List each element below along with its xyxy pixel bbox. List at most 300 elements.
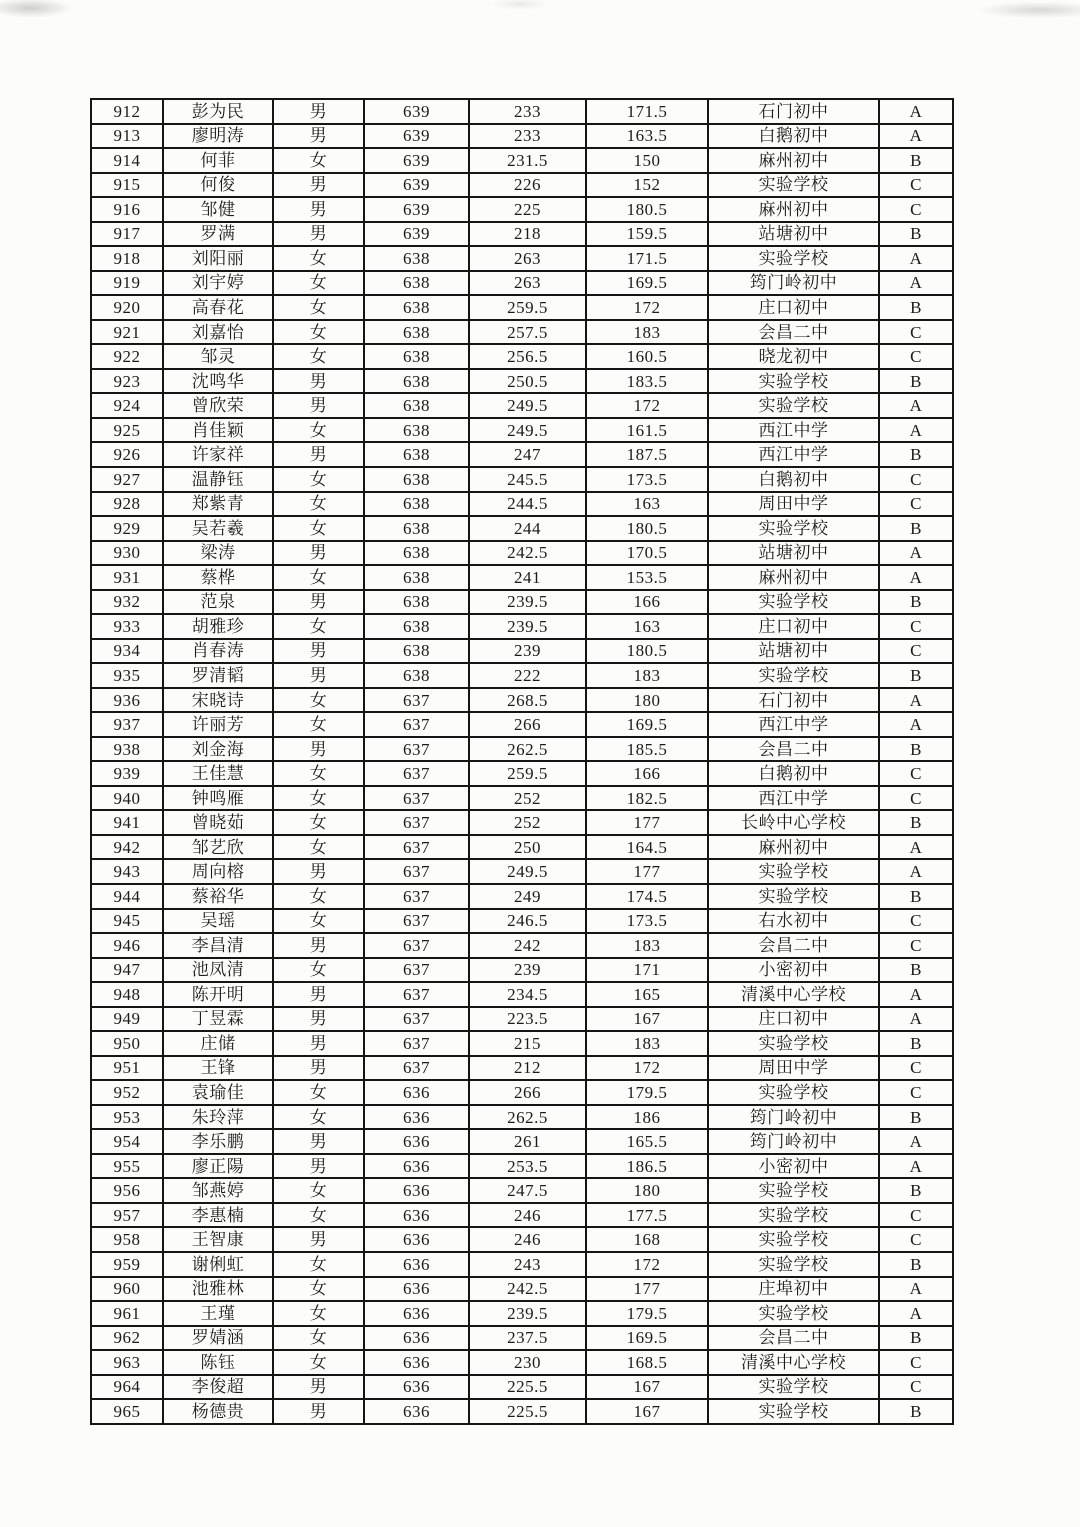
cell-grade: A	[879, 688, 953, 713]
cell-name: 温静钰	[163, 467, 273, 492]
cell-grade: B	[879, 222, 953, 247]
cell-rank: 933	[91, 614, 163, 639]
cell-score3: 167	[586, 1375, 708, 1400]
cell-grade: A	[879, 1154, 953, 1179]
cell-gender: 女	[273, 516, 364, 541]
cell-school: 实验学校	[708, 1178, 879, 1203]
cell-score2: 237.5	[469, 1326, 586, 1351]
cell-grade: B	[879, 958, 953, 983]
cell-school: 周田中学	[708, 1056, 879, 1081]
cell-name: 邹灵	[163, 344, 273, 369]
table-row	[91, 99, 953, 124]
table-row	[91, 786, 953, 811]
cell-score1: 639	[364, 173, 469, 198]
cell-score2: 268.5	[469, 688, 586, 713]
cell-score2: 243	[469, 1252, 586, 1277]
cell-grade: B	[879, 1399, 953, 1424]
cell-rank: 955	[91, 1154, 163, 1179]
table-row	[91, 614, 953, 639]
cell-score3: 171.5	[586, 99, 708, 124]
cell-school: 筠门岭初中	[708, 1129, 879, 1154]
cell-school: 庄口初中	[708, 1007, 879, 1032]
cell-score1: 638	[364, 541, 469, 566]
cell-name: 刘嘉怡	[163, 320, 273, 345]
cell-score1: 638	[364, 271, 469, 296]
cell-score3: 179.5	[586, 1301, 708, 1326]
cell-grade: C	[879, 173, 953, 198]
cell-rank: 940	[91, 786, 163, 811]
cell-score1: 639	[364, 148, 469, 173]
cell-grade: A	[879, 124, 953, 149]
cell-score1: 637	[364, 909, 469, 934]
cell-name: 沈鸣华	[163, 369, 273, 394]
cell-name: 王佳慧	[163, 761, 273, 786]
cell-name: 吴若羲	[163, 516, 273, 541]
cell-name: 李乐鹏	[163, 1129, 273, 1154]
cell-score3: 170.5	[586, 541, 708, 566]
cell-score1: 638	[364, 565, 469, 590]
cell-school: 西江中学	[708, 712, 879, 737]
cell-score3: 168.5	[586, 1350, 708, 1375]
cell-school: 晓龙初中	[708, 344, 879, 369]
cell-score3: 172	[586, 1252, 708, 1277]
cell-name: 李惠楠	[163, 1203, 273, 1228]
cell-gender: 女	[273, 1277, 364, 1302]
cell-score3: 180.5	[586, 197, 708, 222]
table-row	[91, 173, 953, 198]
cell-score3: 163	[586, 614, 708, 639]
cell-score2: 256.5	[469, 344, 586, 369]
cell-name: 刘金海	[163, 737, 273, 762]
cell-score2: 234.5	[469, 982, 586, 1007]
cell-grade: A	[879, 541, 953, 566]
cell-grade: A	[879, 982, 953, 1007]
cell-gender: 女	[273, 712, 364, 737]
cell-score1: 637	[364, 712, 469, 737]
cell-score3: 185.5	[586, 737, 708, 762]
cell-score1: 638	[364, 492, 469, 517]
results-table	[90, 98, 954, 1425]
cell-score1: 638	[364, 295, 469, 320]
cell-name: 曾晓茹	[163, 810, 273, 835]
cell-score2: 225.5	[469, 1375, 586, 1400]
cell-grade: C	[879, 933, 953, 958]
table-row	[91, 1031, 953, 1056]
cell-score1: 637	[364, 1056, 469, 1081]
cell-grade: B	[879, 663, 953, 688]
cell-name: 胡雅珍	[163, 614, 273, 639]
cell-school: 会昌二中	[708, 1326, 879, 1351]
cell-grade: C	[879, 197, 953, 222]
cell-gender: 女	[273, 688, 364, 713]
cell-score2: 257.5	[469, 320, 586, 345]
cell-score3: 183	[586, 1031, 708, 1056]
cell-score1: 636	[364, 1080, 469, 1105]
cell-score3: 171	[586, 958, 708, 983]
cell-grade: C	[879, 344, 953, 369]
cell-gender: 男	[273, 99, 364, 124]
cell-score2: 218	[469, 222, 586, 247]
cell-score3: 168	[586, 1227, 708, 1252]
cell-grade: C	[879, 1375, 953, 1400]
cell-gender: 男	[273, 737, 364, 762]
cell-score1: 637	[364, 958, 469, 983]
cell-score1: 638	[364, 369, 469, 394]
cell-grade: A	[879, 271, 953, 296]
cell-gender: 女	[273, 1105, 364, 1130]
cell-score2: 239.5	[469, 1301, 586, 1326]
cell-school: 实验学校	[708, 516, 879, 541]
cell-name: 王智康	[163, 1227, 273, 1252]
cell-score1: 636	[364, 1178, 469, 1203]
cell-score3: 150	[586, 148, 708, 173]
cell-school: 西江中学	[708, 786, 879, 811]
cell-rank: 960	[91, 1277, 163, 1302]
cell-name: 钟鸣雁	[163, 786, 273, 811]
cell-rank: 930	[91, 541, 163, 566]
cell-name: 池凤清	[163, 958, 273, 983]
cell-score2: 225	[469, 197, 586, 222]
cell-gender: 女	[273, 1252, 364, 1277]
cell-grade: B	[879, 1105, 953, 1130]
results-table-body	[91, 99, 953, 1424]
cell-grade: C	[879, 320, 953, 345]
cell-score3: 167	[586, 1399, 708, 1424]
cell-score3: 163	[586, 492, 708, 517]
cell-score3: 183.5	[586, 369, 708, 394]
cell-rank: 936	[91, 688, 163, 713]
cell-gender: 女	[273, 148, 364, 173]
cell-name: 罗满	[163, 222, 273, 247]
cell-score3: 171.5	[586, 246, 708, 271]
cell-name: 曾欣荣	[163, 393, 273, 418]
cell-grade: A	[879, 418, 953, 443]
cell-score1: 638	[364, 393, 469, 418]
cell-rank: 913	[91, 124, 163, 149]
cell-rank: 942	[91, 835, 163, 860]
cell-score2: 262.5	[469, 1105, 586, 1130]
cell-score2: 225.5	[469, 1399, 586, 1424]
cell-name: 谢俐虹	[163, 1252, 273, 1277]
cell-grade: C	[879, 614, 953, 639]
cell-score3: 173.5	[586, 467, 708, 492]
cell-school: 实验学校	[708, 663, 879, 688]
cell-score2: 262.5	[469, 737, 586, 762]
cell-rank: 948	[91, 982, 163, 1007]
cell-score3: 165	[586, 982, 708, 1007]
cell-rank: 963	[91, 1350, 163, 1375]
cell-name: 蔡裕华	[163, 884, 273, 909]
cell-rank: 919	[91, 271, 163, 296]
cell-score2: 239	[469, 958, 586, 983]
cell-gender: 女	[273, 614, 364, 639]
cell-rank: 914	[91, 148, 163, 173]
cell-rank: 956	[91, 1178, 163, 1203]
cell-school: 实验学校	[708, 1252, 879, 1277]
cell-grade: C	[879, 1350, 953, 1375]
cell-school: 庄埠初中	[708, 1277, 879, 1302]
cell-score2: 250.5	[469, 369, 586, 394]
cell-score1: 638	[364, 516, 469, 541]
cell-score2: 259.5	[469, 761, 586, 786]
cell-name: 王锋	[163, 1056, 273, 1081]
cell-grade: C	[879, 1080, 953, 1105]
cell-name: 刘阳丽	[163, 246, 273, 271]
cell-rank: 945	[91, 909, 163, 934]
cell-rank: 925	[91, 418, 163, 443]
cell-score3: 161.5	[586, 418, 708, 443]
table-row	[91, 1350, 953, 1375]
cell-score1: 638	[364, 663, 469, 688]
table-row	[91, 393, 953, 418]
cell-grade: A	[879, 99, 953, 124]
cell-score3: 183	[586, 663, 708, 688]
cell-score3: 164.5	[586, 835, 708, 860]
cell-score3: 187.5	[586, 442, 708, 467]
table-row	[91, 1301, 953, 1326]
cell-grade: C	[879, 467, 953, 492]
cell-rank: 965	[91, 1399, 163, 1424]
cell-gender: 男	[273, 1399, 364, 1424]
table-row	[91, 1203, 953, 1228]
cell-name: 何俊	[163, 173, 273, 198]
cell-school: 石门初中	[708, 99, 879, 124]
table-row	[91, 1105, 953, 1130]
cell-name: 许家祥	[163, 442, 273, 467]
cell-grade: B	[879, 148, 953, 173]
cell-score2: 266	[469, 1080, 586, 1105]
cell-school: 实验学校	[708, 884, 879, 909]
table-row	[91, 1007, 953, 1032]
cell-name: 杨德贵	[163, 1399, 273, 1424]
cell-gender: 女	[273, 1178, 364, 1203]
cell-score3: 183	[586, 933, 708, 958]
cell-gender: 女	[273, 909, 364, 934]
cell-school: 会昌二中	[708, 320, 879, 345]
cell-score3: 180	[586, 688, 708, 713]
cell-score3: 166	[586, 761, 708, 786]
cell-gender: 女	[273, 1203, 364, 1228]
cell-school: 小密初中	[708, 958, 879, 983]
table-row	[91, 1056, 953, 1081]
cell-grade: A	[879, 393, 953, 418]
cell-score2: 244	[469, 516, 586, 541]
cell-grade: B	[879, 590, 953, 615]
cell-gender: 女	[273, 1080, 364, 1105]
table-row	[91, 418, 953, 443]
cell-score1: 639	[364, 99, 469, 124]
cell-school: 实验学校	[708, 393, 879, 418]
table-row	[91, 320, 953, 345]
cell-rank: 964	[91, 1375, 163, 1400]
cell-school: 会昌二中	[708, 737, 879, 762]
cell-grade: C	[879, 909, 953, 934]
table-row	[91, 1277, 953, 1302]
cell-name: 李俊超	[163, 1375, 273, 1400]
cell-score3: 186.5	[586, 1154, 708, 1179]
cell-gender: 男	[273, 1056, 364, 1081]
cell-score1: 636	[364, 1326, 469, 1351]
table-row	[91, 565, 953, 590]
cell-rank: 937	[91, 712, 163, 737]
cell-score1: 637	[364, 786, 469, 811]
cell-score1: 638	[364, 639, 469, 664]
cell-gender: 女	[273, 1326, 364, 1351]
table-row	[91, 958, 953, 983]
cell-school: 麻州初中	[708, 835, 879, 860]
cell-name: 高春花	[163, 295, 273, 320]
cell-school: 实验学校	[708, 1227, 879, 1252]
cell-school: 实验学校	[708, 1203, 879, 1228]
cell-score1: 636	[364, 1252, 469, 1277]
table-row	[91, 516, 953, 541]
cell-school: 白鹅初中	[708, 124, 879, 149]
table-row	[91, 1326, 953, 1351]
cell-rank: 918	[91, 246, 163, 271]
table-row	[91, 1227, 953, 1252]
cell-school: 麻州初中	[708, 565, 879, 590]
cell-rank: 939	[91, 761, 163, 786]
table-row	[91, 541, 953, 566]
cell-gender: 女	[273, 835, 364, 860]
cell-score3: 174.5	[586, 884, 708, 909]
cell-score2: 247.5	[469, 1178, 586, 1203]
cell-score1: 637	[364, 737, 469, 762]
cell-school: 站塘初中	[708, 541, 879, 566]
cell-gender: 男	[273, 442, 364, 467]
cell-score2: 261	[469, 1129, 586, 1154]
cell-name: 彭为民	[163, 99, 273, 124]
cell-name: 罗清韬	[163, 663, 273, 688]
cell-school: 实验学校	[708, 246, 879, 271]
cell-school: 实验学校	[708, 1080, 879, 1105]
cell-rank: 941	[91, 810, 163, 835]
cell-score2: 259.5	[469, 295, 586, 320]
cell-name: 吴瑶	[163, 909, 273, 934]
cell-name: 陈开明	[163, 982, 273, 1007]
cell-gender: 男	[273, 393, 364, 418]
cell-name: 袁瑜佳	[163, 1080, 273, 1105]
cell-score1: 636	[364, 1399, 469, 1424]
cell-school: 实验学校	[708, 1375, 879, 1400]
cell-school: 小密初中	[708, 1154, 879, 1179]
cell-school: 石门初中	[708, 688, 879, 713]
table-row	[91, 590, 953, 615]
cell-gender: 女	[273, 958, 364, 983]
cell-score2: 226	[469, 173, 586, 198]
cell-name: 许丽芳	[163, 712, 273, 737]
cell-name: 梁涛	[163, 541, 273, 566]
cell-score3: 163.5	[586, 124, 708, 149]
cell-school: 实验学校	[708, 369, 879, 394]
cell-gender: 男	[273, 590, 364, 615]
cell-rank: 923	[91, 369, 163, 394]
cell-name: 肖春涛	[163, 639, 273, 664]
cell-rank: 949	[91, 1007, 163, 1032]
cell-rank: 959	[91, 1252, 163, 1277]
cell-grade: A	[879, 1301, 953, 1326]
cell-score3: 172	[586, 295, 708, 320]
cell-school: 实验学校	[708, 590, 879, 615]
cell-name: 丁昱霖	[163, 1007, 273, 1032]
cell-score3: 177	[586, 810, 708, 835]
cell-school: 站塘初中	[708, 222, 879, 247]
cell-rank: 927	[91, 467, 163, 492]
cell-gender: 男	[273, 173, 364, 198]
cell-score1: 637	[364, 1031, 469, 1056]
cell-school: 麻州初中	[708, 148, 879, 173]
cell-score2: 215	[469, 1031, 586, 1056]
cell-score1: 636	[364, 1350, 469, 1375]
cell-school: 白鹅初中	[708, 467, 879, 492]
cell-gender: 女	[273, 344, 364, 369]
cell-score3: 186	[586, 1105, 708, 1130]
cell-school: 会昌二中	[708, 933, 879, 958]
cell-gender: 男	[273, 1007, 364, 1032]
cell-score3: 160.5	[586, 344, 708, 369]
cell-gender: 女	[273, 1350, 364, 1375]
cell-rank: 921	[91, 320, 163, 345]
cell-gender: 男	[273, 982, 364, 1007]
cell-score1: 637	[364, 835, 469, 860]
cell-score3: 180.5	[586, 516, 708, 541]
cell-score3: 180.5	[586, 639, 708, 664]
cell-name: 李昌清	[163, 933, 273, 958]
cell-rank: 935	[91, 663, 163, 688]
cell-grade: B	[879, 442, 953, 467]
table-row	[91, 1252, 953, 1277]
cell-score1: 638	[364, 246, 469, 271]
cell-score1: 638	[364, 320, 469, 345]
cell-name: 庄储	[163, 1031, 273, 1056]
cell-score3: 172	[586, 393, 708, 418]
cell-score1: 636	[364, 1301, 469, 1326]
table-row	[91, 246, 953, 271]
cell-gender: 男	[273, 369, 364, 394]
cell-score1: 637	[364, 933, 469, 958]
cell-grade: C	[879, 1056, 953, 1081]
cell-score2: 249.5	[469, 393, 586, 418]
cell-name: 郑紫青	[163, 492, 273, 517]
table-row	[91, 271, 953, 296]
cell-school: 麻州初中	[708, 197, 879, 222]
cell-school: 庄口初中	[708, 295, 879, 320]
cell-gender: 女	[273, 810, 364, 835]
cell-gender: 女	[273, 761, 364, 786]
cell-score3: 179.5	[586, 1080, 708, 1105]
cell-score2: 249.5	[469, 859, 586, 884]
cell-name: 蔡桦	[163, 565, 273, 590]
cell-name: 邹燕婷	[163, 1178, 273, 1203]
cell-grade: A	[879, 246, 953, 271]
cell-school: 站塘初中	[708, 639, 879, 664]
cell-gender: 女	[273, 295, 364, 320]
cell-name: 宋晓诗	[163, 688, 273, 713]
cell-score2: 263	[469, 246, 586, 271]
cell-gender: 男	[273, 639, 364, 664]
table-row	[91, 369, 953, 394]
cell-gender: 女	[273, 467, 364, 492]
cell-score2: 247	[469, 442, 586, 467]
cell-gender: 女	[273, 320, 364, 345]
cell-school: 周田中学	[708, 492, 879, 517]
cell-grade: A	[879, 712, 953, 737]
table-row	[91, 909, 953, 934]
table-row	[91, 148, 953, 173]
cell-score1: 637	[364, 1007, 469, 1032]
cell-score1: 636	[364, 1375, 469, 1400]
cell-rank: 926	[91, 442, 163, 467]
